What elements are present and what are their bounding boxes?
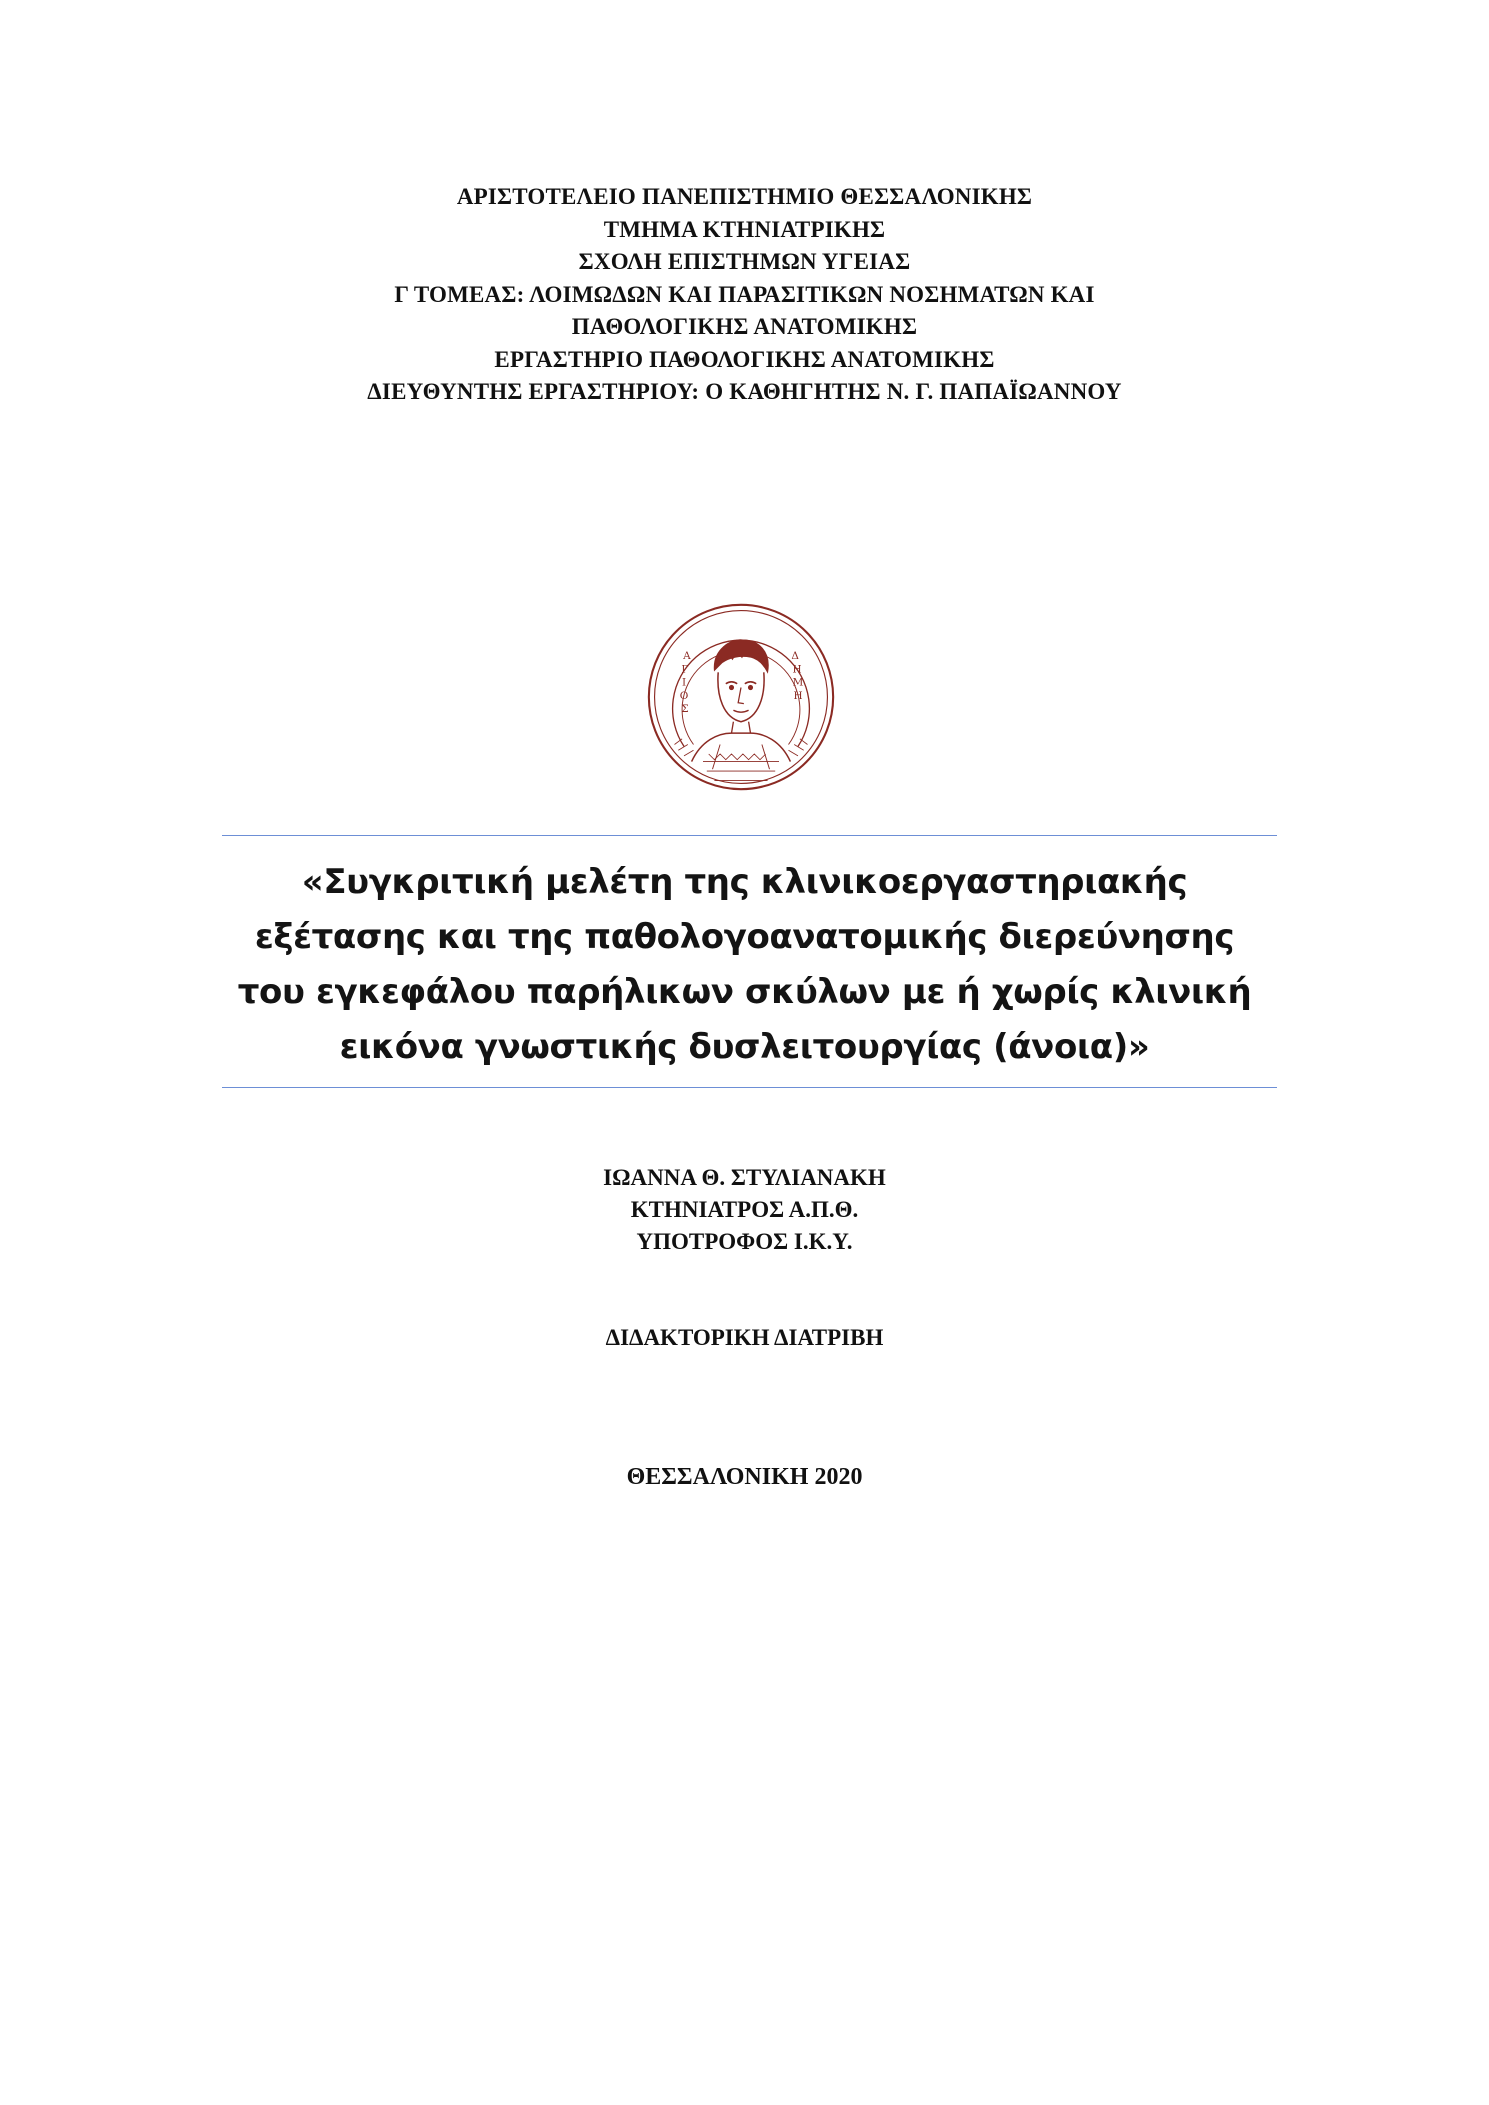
thesis-title-line-4: εικόνα γνωστικής δυσλειτουργίας (άνοια)»	[339, 1027, 1150, 1067]
svg-text:Α: Α	[683, 650, 691, 662]
university-name: ΑΡΙΣΤΟΤΕΛΕΙΟ ΠΑΝΕΠΙΣΤΗΜΙΟ ΘΕΣΣΑΛΟΝΙΚΗΣ	[456, 184, 1033, 209]
svg-text:Ι: Ι	[681, 676, 687, 689]
sector-name-line-1: Γ ΤΟΜΕΑΣ: ΛΟΙΜΩΔΩΝ ΚΑΙ ΠΑΡΑΣΙΤΙΚΩΝ ΝΟΣΗΜΑΤΩΝ ΚΑΙ	[394, 281, 1095, 307]
thesis-title-line-2: εξέτασης και της παθολογοανατομικής διερεύνησης	[254, 917, 1235, 957]
svg-text:Ο: Ο	[679, 689, 689, 702]
title-top-rule	[222, 835, 1277, 836]
document-type: ΔΙΔΑΚΤΟΡΙΚΗ ΔΙΑΤΡΙΒΗ	[605, 1325, 884, 1350]
author-scholarship: ΥΠΟΤΡΟΦΟΣ Ι.Κ.Υ.	[636, 1229, 853, 1254]
university-seal-icon	[646, 602, 836, 792]
laboratory-director: ΔΙΕΥΘΥΝΤΗΣ ΕΡΓΑΣΤΗΡΙΟΥ: Ο ΚΑΘΗΓΗΤΗΣ Ν. Γ. ΠΑΠΑΪΩΑΝΝΟΥ	[367, 379, 1122, 404]
svg-text:Γ: Γ	[681, 663, 689, 676]
school-name: ΣΧΟΛΗ ΕΠΙΣΤΗΜΩΝ ΥΓΕΙΑΣ	[578, 249, 911, 274]
author-profession: ΚΤΗΝΙΑΤΡΟΣ Α.Π.Θ.	[630, 1197, 859, 1222]
svg-text:Η: Η	[793, 689, 803, 702]
thesis-title	[0, 855, 1489, 1075]
department-name: ΤΜΗΜΑ ΚΤΗΝΙΑΤΡΙΚΗΣ	[603, 216, 886, 242]
title-bottom-rule	[222, 1087, 1277, 1088]
laboratory-name: ΕΡΓΑΣΤΗΡΙΟ ΠΑΘΟΛΟΓΙΚΗΣ ΑΝΑΤΟΜΙΚΗΣ	[494, 346, 995, 372]
svg-text:Η: Η	[792, 663, 802, 676]
svg-text:Σ: Σ	[681, 703, 689, 716]
svg-text:Μ: Μ	[792, 676, 804, 689]
sector-name-line-2: ΠΑΘΟΛΟΓΙΚΗΣ ΑΝΑΤΟΜΙΚΗΣ	[571, 314, 918, 339]
svg-text:Δ: Δ	[791, 650, 799, 662]
author-block	[0, 1162, 1489, 1258]
author-name: ΙΩΑΝΝΑ Θ. ΣΤΥΛΙΑΝΑΚΗ	[603, 1165, 886, 1190]
place-and-year: ΘΕΣΣΑΛΟΝΙΚΗ 2020	[626, 1464, 863, 1490]
thesis-title-line-3: του εγκεφάλου παρήλικων σκύλων με ή χωρίς κλινική	[237, 972, 1252, 1012]
thesis-title-line-1: «Συγκριτική μελέτη της κλινικοεργαστηριακής	[301, 862, 1188, 902]
institution-header	[0, 181, 1489, 409]
